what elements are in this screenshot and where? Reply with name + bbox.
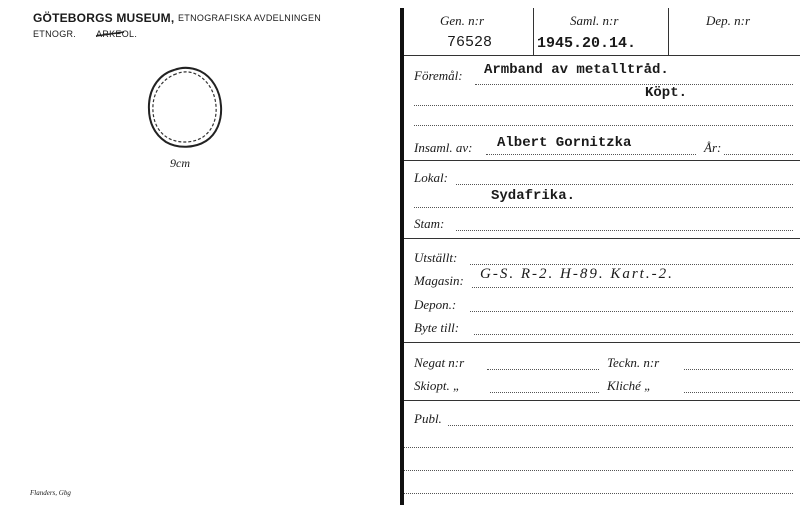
publ-line-1 <box>448 425 793 426</box>
teckn-line <box>684 369 793 370</box>
kliche-label: Kliché „ <box>607 378 652 393</box>
strike-through-mark <box>94 30 126 38</box>
department-name: ETNOGRAFISKA AVDELNINGEN <box>178 13 322 23</box>
teckn-label: Teckn. n:r <box>607 355 660 370</box>
magasin-line <box>472 287 793 288</box>
magasin-label: Magasin: <box>414 273 464 288</box>
publ-label: Publ. <box>414 411 442 426</box>
skiopt-line <box>490 392 599 393</box>
utstallt-line <box>470 264 793 265</box>
card-divider <box>400 8 404 505</box>
utstallt-label: Utställt: <box>414 250 458 265</box>
museum-name: GÖTEBORGS MUSEUM, <box>33 11 175 25</box>
insaml-line <box>486 154 696 155</box>
foremal-value: Armband av metalltråd. <box>484 62 669 78</box>
column-divider-2 <box>668 8 669 55</box>
gen-nr-value: 76528 <box>447 34 493 51</box>
depon-label: Depon.: <box>414 297 457 312</box>
insaml-label: Insaml. av: <box>414 140 473 155</box>
scale-note: 9cm <box>170 156 190 170</box>
negat-label: Negat n:r <box>414 355 465 370</box>
rule-2 <box>404 238 800 239</box>
foremal-label: Föremål: <box>414 68 463 83</box>
negat-line <box>487 369 599 370</box>
skiopt-label: Skiopt. „ <box>414 378 461 393</box>
lokal-label: Lokal: <box>414 170 448 185</box>
publ-line-2 <box>404 447 793 448</box>
etnogr-label: ETNOGR. <box>33 29 77 39</box>
rule-3 <box>404 342 800 343</box>
byte-till-label: Byte till: <box>414 320 460 335</box>
rule-1 <box>404 160 800 161</box>
saml-nr-value: 1945.20.14. <box>537 35 637 52</box>
kliche-line <box>684 392 793 393</box>
header-rule <box>404 55 800 56</box>
ar-label: År: <box>704 140 722 155</box>
foremal-line-3 <box>414 125 793 126</box>
magasin-value: G-S. R-2. H-89. Kart.-2. <box>480 266 674 282</box>
foremal-value-2: Köpt. <box>645 85 688 101</box>
column-divider-1 <box>533 8 534 55</box>
byte-till-line <box>474 334 793 335</box>
lokal-line <box>456 184 793 185</box>
depon-line <box>470 311 793 312</box>
arkeol-label: ARKEOL. <box>96 29 138 39</box>
lokal-line-2 <box>414 207 793 208</box>
foremal-line-2 <box>414 105 793 106</box>
dep-nr-label: Dep. n:r <box>706 13 751 28</box>
stam-line <box>456 230 793 231</box>
saml-nr-label: Saml. n:r <box>570 13 619 28</box>
publ-line-3 <box>404 470 793 471</box>
foremal-line <box>475 84 793 85</box>
rule-4 <box>404 400 800 401</box>
bracelet-sketch <box>140 62 230 157</box>
ar-line <box>724 154 793 155</box>
insaml-value: Albert Gornitzka <box>497 135 632 151</box>
printer-mark: Flanders, Gbg <box>30 489 71 497</box>
publ-line-4 <box>404 493 793 494</box>
gen-nr-label: Gen. n:r <box>440 13 485 28</box>
stam-label: Stam: <box>414 216 445 231</box>
lokal-value: Sydafrika. <box>491 188 576 204</box>
